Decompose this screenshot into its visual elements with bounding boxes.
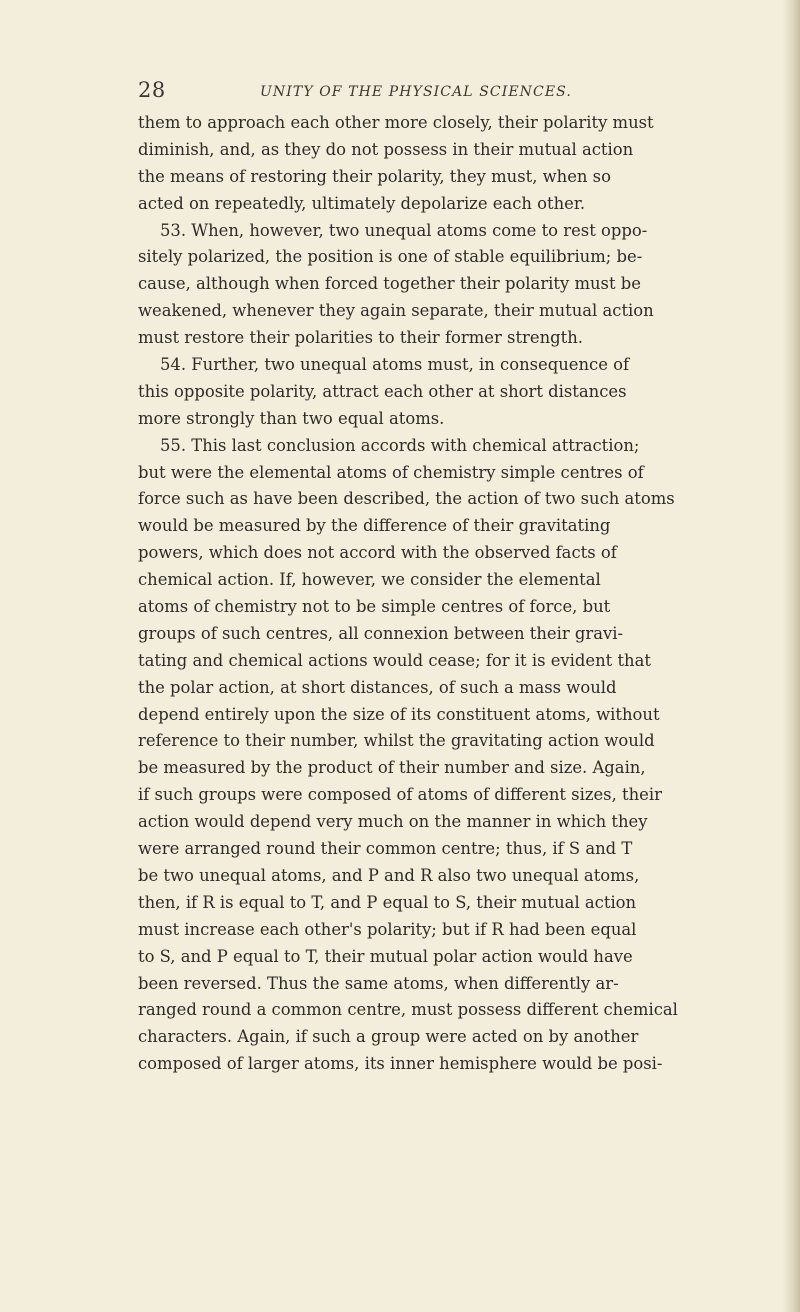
text-line: must increase each other's polarity; but if R had been equal xyxy=(138,919,637,939)
text-line: them to approach each other more closely, their polarity must xyxy=(138,113,654,132)
text-line: ranged round a common centre, must possess different chemical xyxy=(138,1000,678,1020)
body-text xyxy=(138,110,678,1078)
text-line: tating and chemical actions would cease; for it is evident that xyxy=(138,650,651,670)
text-line: weakened, whenever they again separate, their mutual action xyxy=(138,301,654,321)
text-line: be two unequal atoms, and P and R also two unequal atoms, xyxy=(138,865,640,885)
text-line: atoms of chemistry not to be simple centres of force, but xyxy=(138,597,611,617)
page-number: 28 xyxy=(138,78,166,102)
text-line: characters. Again, if such a group were acted on by another xyxy=(138,1027,639,1047)
text-line: chemical action. If, however, we consider the elemental xyxy=(138,570,601,590)
text-line: 54. Further, two unequal atoms must, in consequence of xyxy=(160,355,630,375)
text-line: must restore their polarities to their former strength. xyxy=(138,328,583,348)
text-line: be measured by the product of their number and size. Again, xyxy=(138,758,646,778)
text-line: groups of such centres, all connexion between their gravi- xyxy=(138,623,624,643)
text-line: force such as have been described, the action of two such atoms xyxy=(138,489,675,509)
text-line: the means of restoring their polarity, they must, when so xyxy=(138,166,611,186)
page-edge-shadow xyxy=(782,0,800,1312)
text-line: powers, which does not accord with the observed facts of xyxy=(138,543,617,563)
text-line: diminish, and, as they do not possess in their mutual action xyxy=(138,139,634,159)
text-line: acted on repeatedly, ultimately depolarize each other. xyxy=(138,193,586,213)
text-line: if such groups were composed of atoms of different sizes, their xyxy=(138,785,662,805)
text-line: were arranged round their common centre; thus, if S and T xyxy=(138,839,633,859)
text-line: been reversed. Thus the same atoms, when differently ar- xyxy=(138,973,619,993)
text-line: then, if R is equal to T, and P equal to S, their mutual action xyxy=(138,892,637,912)
text-line: the polar action, at short distances, of such a mass would xyxy=(138,677,617,697)
text-line: cause, although when forced together their polarity must be xyxy=(138,274,641,294)
running-head: UNITY OF THE PHYSICAL SCIENCES. xyxy=(260,84,572,100)
text-line: reference to their number, whilst the gravitating action would xyxy=(138,731,655,751)
text-line: 53. When, however, two unequal atoms come to rest oppo- xyxy=(160,220,648,240)
text-line: to S, and P equal to T, their mutual polar action would have xyxy=(138,946,633,966)
text-line: action would depend very much on the manner in which they xyxy=(138,812,648,832)
text-line: 55. This last conclusion accords with chemical attraction; xyxy=(160,435,640,455)
text-line: would be measured by the difference of their gravitating xyxy=(138,516,611,536)
text-line: composed of larger atoms, its inner hemisphere would be posi- xyxy=(138,1054,663,1074)
text-line: sitely polarized, the position is one of stable equilibrium; be- xyxy=(138,247,643,267)
text-line: this opposite polarity, attract each other at short distances xyxy=(138,381,627,401)
page-header xyxy=(138,78,608,108)
text-line: more strongly than two equal atoms. xyxy=(138,408,445,428)
text-line: depend entirely upon the size of its constituent atoms, without xyxy=(138,704,660,724)
text-line: but were the elemental atoms of chemistry simple centres of xyxy=(138,462,644,482)
